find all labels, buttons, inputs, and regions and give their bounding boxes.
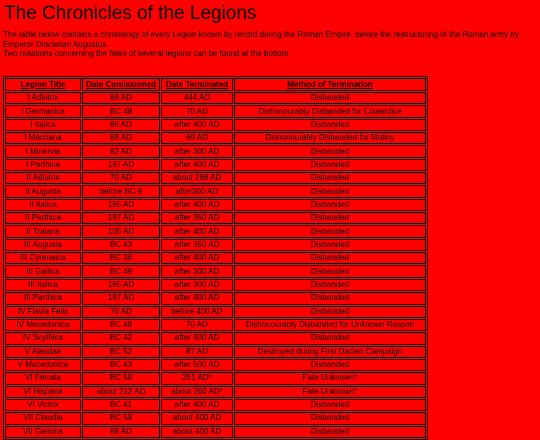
table-row bbox=[5, 292, 426, 304]
method-of-termination-cell: Disbanded bbox=[234, 185, 426, 197]
method-of-termination-cell: Disbanded bbox=[234, 199, 426, 211]
date-terminated-cell: after 350 AD bbox=[161, 239, 233, 251]
method-of-termination-cell: Disbanded bbox=[234, 359, 426, 371]
table-body bbox=[5, 92, 426, 438]
legion-title-cell: I Italica bbox=[5, 119, 81, 131]
date-comissioned-cell: about 212 AD bbox=[82, 386, 160, 398]
date-terminated-cell: after 300 AD bbox=[161, 145, 233, 157]
date-terminated-cell: after 300 AD bbox=[161, 265, 233, 277]
date-terminated-cell: about 400 AD bbox=[161, 426, 233, 438]
legion-title-cell: III Italica bbox=[5, 279, 81, 291]
table-row bbox=[5, 412, 426, 424]
date-comissioned-cell: BC 58 bbox=[82, 372, 160, 384]
legion-title-cell: VI Victrix bbox=[5, 399, 81, 411]
legion-title-cell: I Adiutrix bbox=[5, 92, 81, 104]
method-of-termination-cell: Disbanded bbox=[234, 172, 426, 184]
date-comissioned-cell: 66 AD bbox=[82, 119, 160, 131]
method-of-termination-cell: Disbanded bbox=[234, 92, 426, 104]
header-legion-title: Legion Title bbox=[5, 78, 81, 91]
legion-title-cell: II Traiana bbox=[5, 225, 81, 237]
method-of-termination-cell: Disbanded bbox=[234, 426, 426, 438]
date-terminated-cell: after 400 AD bbox=[161, 159, 233, 171]
legion-title-cell: II Augusta bbox=[5, 185, 81, 197]
date-comissioned-cell: 68 AD bbox=[82, 92, 160, 104]
date-comissioned-cell: before BC 9 bbox=[82, 185, 160, 197]
table-row bbox=[5, 132, 426, 144]
legion-title-cell: III Cyrenaica bbox=[5, 252, 81, 264]
header-date-terminated: Date Terminated bbox=[161, 78, 233, 91]
table-row bbox=[5, 386, 426, 398]
method-of-termination-cell: Disbanded bbox=[234, 306, 426, 318]
legion-title-cell: I Minervia bbox=[5, 145, 81, 157]
date-terminated-cell: after 300 AD bbox=[161, 279, 233, 291]
table-row bbox=[5, 306, 426, 318]
date-terminated-cell: after300 AD bbox=[161, 185, 233, 197]
table-row bbox=[5, 359, 426, 371]
legion-title-cell: V Alaudae bbox=[5, 346, 81, 358]
date-terminated-cell: after 500 AD bbox=[161, 359, 233, 371]
page-title: The Chronicles of the Legions bbox=[4, 3, 257, 24]
table-row bbox=[5, 119, 426, 131]
legion-title-cell: I Germanica bbox=[5, 105, 81, 117]
date-comissioned-cell: BC 52 bbox=[82, 346, 160, 358]
date-comissioned-cell: 165 AD bbox=[82, 199, 160, 211]
table-row bbox=[5, 372, 426, 384]
date-comissioned-cell: 197 AD bbox=[82, 292, 160, 304]
table-row bbox=[5, 185, 426, 197]
legion-title-cell: VII Claudia bbox=[5, 412, 81, 424]
date-comissioned-cell: 70 AD bbox=[82, 172, 160, 184]
table-row bbox=[5, 225, 426, 237]
date-terminated-cell: after 400 AD bbox=[161, 199, 233, 211]
table-row bbox=[5, 159, 426, 171]
date-comissioned-cell: BC 49 bbox=[82, 265, 160, 277]
method-of-termination-cell: Fate Unknown* bbox=[234, 386, 426, 398]
date-comissioned-cell: 70 AD bbox=[82, 306, 160, 318]
method-of-termination-cell: Disbanded bbox=[234, 399, 426, 411]
date-terminated-cell: 251 AD* bbox=[161, 372, 233, 384]
legions-table bbox=[3, 76, 428, 440]
legion-title-cell: IV Flavia Felix bbox=[5, 306, 81, 318]
date-comissioned-cell: 82 AD bbox=[82, 145, 160, 157]
table-row bbox=[5, 332, 426, 344]
date-comissioned-cell: BC 42 bbox=[82, 332, 160, 344]
intro-paragraph: The table below contains a chronology of every Legion known by record during the Roman Empire, before the restructuring of the Roman army by Emperor Diocletian Augustus. bbox=[3, 30, 519, 49]
method-of-termination-cell: Disbanded bbox=[234, 252, 426, 264]
legion-title-cell: I Macriana bbox=[5, 132, 81, 144]
date-terminated-cell: 69 AD bbox=[161, 132, 233, 144]
intro-paragraph-notations: Two notations concerning the fates of several legions can be found at the bottom. bbox=[3, 49, 291, 58]
method-of-termination-cell: Dishonourably Disbanded for Mutiny bbox=[234, 132, 426, 144]
date-terminated-cell: after 400 AD bbox=[161, 119, 233, 131]
method-of-termination-cell: Disbanded bbox=[234, 212, 426, 224]
table-row bbox=[5, 399, 426, 411]
legion-title-cell: III Gallica bbox=[5, 265, 81, 277]
method-of-termination-cell: Destroyed during First Dacian Campaign bbox=[234, 346, 426, 358]
legion-title-cell: II Italica bbox=[5, 199, 81, 211]
table-row bbox=[5, 199, 426, 211]
date-terminated-cell: 70 AD bbox=[161, 319, 233, 331]
date-terminated-cell: after 400 AD bbox=[161, 332, 233, 344]
date-terminated-cell: after 400 AD bbox=[161, 252, 233, 264]
date-terminated-cell: about 400 AD bbox=[161, 412, 233, 424]
date-terminated-cell: 87 AD bbox=[161, 346, 233, 358]
method-of-termination-cell: Disbanded bbox=[234, 225, 426, 237]
table-row bbox=[5, 279, 426, 291]
method-of-termination-cell: Disbanded bbox=[234, 145, 426, 157]
method-of-termination-cell: Disbanded bbox=[234, 159, 426, 171]
table-row bbox=[5, 239, 426, 251]
table-row bbox=[5, 265, 426, 277]
method-of-termination-cell: Disbanded bbox=[234, 265, 426, 277]
date-terminated-cell: after 400 AD bbox=[161, 399, 233, 411]
table-row bbox=[5, 426, 426, 438]
legion-title-cell: V Macedonica bbox=[5, 359, 81, 371]
intro-text bbox=[3, 30, 539, 59]
method-of-termination-cell: Dishonourably Disbanded for Unknown Reason bbox=[234, 319, 426, 331]
date-comissioned-cell: 197 AD bbox=[82, 159, 160, 171]
legion-title-cell: VI Hispana bbox=[5, 386, 81, 398]
table-row bbox=[5, 105, 426, 117]
date-terminated-cell: after 400 AD bbox=[161, 225, 233, 237]
legion-title-cell: IV Scythica bbox=[5, 332, 81, 344]
date-terminated-cell: after 400 AD bbox=[161, 292, 233, 304]
table-row bbox=[5, 172, 426, 184]
table-header-row bbox=[5, 78, 426, 91]
legion-title-cell: II Parthica bbox=[5, 212, 81, 224]
method-of-termination-cell: Disbanded bbox=[234, 119, 426, 131]
legion-title-cell: IV Macedonica bbox=[5, 319, 81, 331]
date-comissioned-cell: BC 43 bbox=[82, 239, 160, 251]
method-of-termination-cell: Disbanded bbox=[234, 412, 426, 424]
legion-title-cell: III Augusta bbox=[5, 239, 81, 251]
method-of-termination-cell: Dishonourably Disbanded for Cowardice bbox=[234, 105, 426, 117]
date-comissioned-cell: BC 43 bbox=[82, 359, 160, 371]
date-comissioned-cell: 68 AD bbox=[82, 132, 160, 144]
method-of-termination-cell: Disbanded bbox=[234, 292, 426, 304]
date-terminated-cell: before 400 AD bbox=[161, 306, 233, 318]
legion-title-cell: II Adiutrix bbox=[5, 172, 81, 184]
date-comissioned-cell: BC 58 bbox=[82, 412, 160, 424]
method-of-termination-cell: Disbanded bbox=[234, 279, 426, 291]
date-comissioned-cell: BC 41 bbox=[82, 399, 160, 411]
legion-title-cell: VII Gemina bbox=[5, 426, 81, 438]
table-row bbox=[5, 252, 426, 264]
date-terminated-cell: after 350 AD bbox=[161, 212, 233, 224]
table-row bbox=[5, 92, 426, 104]
table-row bbox=[5, 212, 426, 224]
method-of-termination-cell: Disbanded bbox=[234, 332, 426, 344]
date-comissioned-cell: 165 AD bbox=[82, 279, 160, 291]
date-comissioned-cell: BC 48 bbox=[82, 319, 160, 331]
legion-title-cell: VI Ferrata bbox=[5, 372, 81, 384]
date-comissioned-cell: 68 AD bbox=[82, 426, 160, 438]
date-terminated-cell: about 260 AD* bbox=[161, 386, 233, 398]
header-date-comissioned: Date Comissioned bbox=[82, 78, 160, 91]
table-row bbox=[5, 346, 426, 358]
date-comissioned-cell: BC 48 bbox=[82, 105, 160, 117]
date-comissioned-cell: BC 36 bbox=[82, 252, 160, 264]
date-terminated-cell: 70 AD bbox=[161, 105, 233, 117]
legion-title-cell: I Parthica bbox=[5, 159, 81, 171]
table-row bbox=[5, 319, 426, 331]
legion-title-cell: III Parthica bbox=[5, 292, 81, 304]
date-terminated-cell: about 268 AD bbox=[161, 172, 233, 184]
date-comissioned-cell: 197 AD bbox=[82, 212, 160, 224]
method-of-termination-cell: Disbanded bbox=[234, 239, 426, 251]
date-comissioned-cell: 105 AD bbox=[82, 225, 160, 237]
method-of-termination-cell: Fate Unknown* bbox=[234, 372, 426, 384]
date-terminated-cell: 444 AD bbox=[161, 92, 233, 104]
table-row bbox=[5, 145, 426, 157]
header-method-of-termination: Method of Termination bbox=[234, 78, 426, 91]
